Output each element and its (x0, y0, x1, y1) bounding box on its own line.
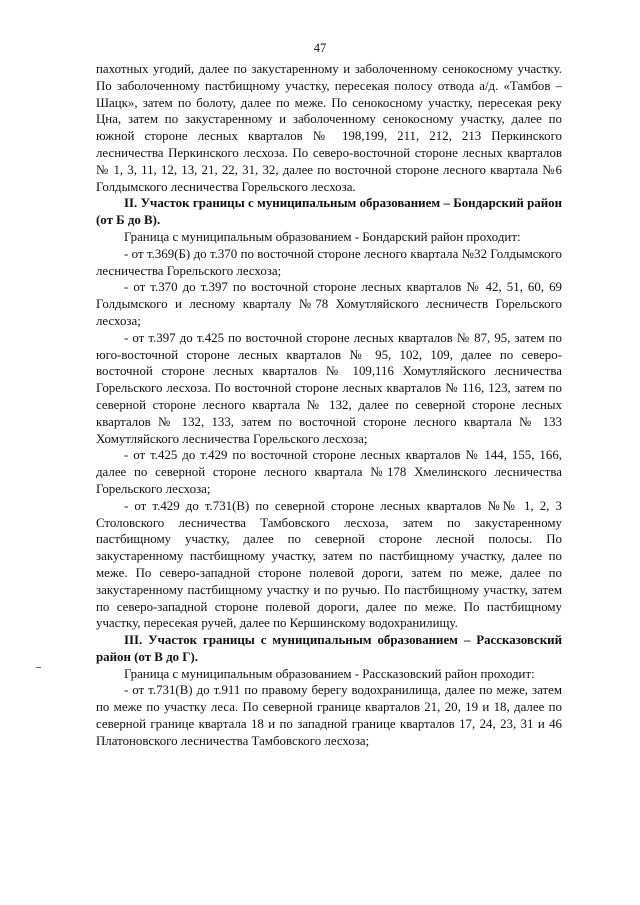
document-body (96, 61, 562, 750)
paragraph-segment-370-397: - от т.370 до т.397 по восточной стороне лесных кварталов № 42, 51, 60, 69 Голдымского и лесному кварталу №78 Хомутляйского лесничеств Горельского лесхоза; (96, 280, 562, 328)
paragraph-segment-731-911: - от т.731(В) до т.911 по правому берегу водохранилища, далее по меже, затем по меже по участку леса. По северной границе кварталов 21, 20, 19 и 18, далее по северной границе квартала 18 и по западной границе кварталов 17, 24, 23, 31 и 46 Платоновского лесничества Тамбовского лесхоза; (96, 683, 562, 748)
paragraph-segment-429-731: - от т.429 до т.731(В) по северной стороне лесных кварталов №№ 1, 2, 3 Столовского лесничества Тамбовского лесхоза, затем по закустаренному пастбищному участку, далее по северной стороне лесной полосы. По закустаренному пастбищному участку, затем по пастбищному участку, далее по меже. По северо-западной стороне полевой дороги, затем по меже, далее по закустаренному пастбищному участку и по ручью. По пастбищному участку, затем по северо-западной стороне полевой дороги, далее по меже. По пастбищному участку, пересекая ручей, далее по Кершинскому водохранилищу. (96, 498, 562, 631)
paragraph-continuation: пахотных угодий, далее по закустаренному и заболоченному сенокосному участку. По заболоченному пастбищному участку, пересекая полосу отвода а/д. «Тамбов – Шацк», затем по болоту, далее по меже. По сенокосному участку, пересекая реку Цна, затем по закустаренному и заболоченному сенокосному участку, далее по южной стороне лесных кварталов № 198,199, 211, 212, 213 Перкинского лесничества Перкинского лесхоза. По северо-восточной стороне лесных кварталов № 1, 3, 11, 12, 13, 21, 22, 31, 32, далее по восточной стороне лесного квартала №6 Голдымского лесничества Горельского лесхоза. (96, 62, 562, 194)
paragraph-segment-369-370: - от т.369(Б) до т.370 по восточной стороне лесного квартала №32 Голдымского лесничества Горельского лесхоза; (96, 246, 562, 278)
paragraph-segment-397-425: - от т.397 до т.425 по восточной стороне лесных кварталов № 87, 95, затем по юго-восточной стороне лесных кварталов № 95, 102, 109, далее по северо-восточной стороне лесных кварталов № 109,116 Хомутляйского лесничества Горельского лесхоза. По восточной стороне лесных кварталов № 116, 123, затем по северной стороне лесного квартала № 132, далее по северной стороне лесных кварталов № 132, 133, затем по восточной стороне лесного квартала № 133 Хомутляйского лесничества Горельского лесхоза; (96, 330, 562, 446)
margin-mark (36, 667, 41, 668)
page-number: 47 (313, 41, 327, 55)
paragraph-intro-rasskazovsky: Граница с муниципальным образованием - Рассказовский район проходит: (124, 666, 535, 681)
paragraph-segment-425-429: - от т.425 до т.429 по восточной стороне лесных кварталов № 144, 155, 166, далее по северной стороне лесного квартала №178 Хмелинского лесничества Горельского лесхоза; (96, 448, 562, 496)
paragraph-intro-bondarsky: Граница с муниципальным образованием - Бондарский район проходит: (124, 229, 521, 244)
section-heading-ii: II. Участок границы с муниципальным образованием – Бондарский район (от Б до В). (96, 196, 562, 228)
section-heading-iii: III. Участок границы с муниципальным образованием – Рассказовский район (от В до Г). (96, 633, 562, 664)
